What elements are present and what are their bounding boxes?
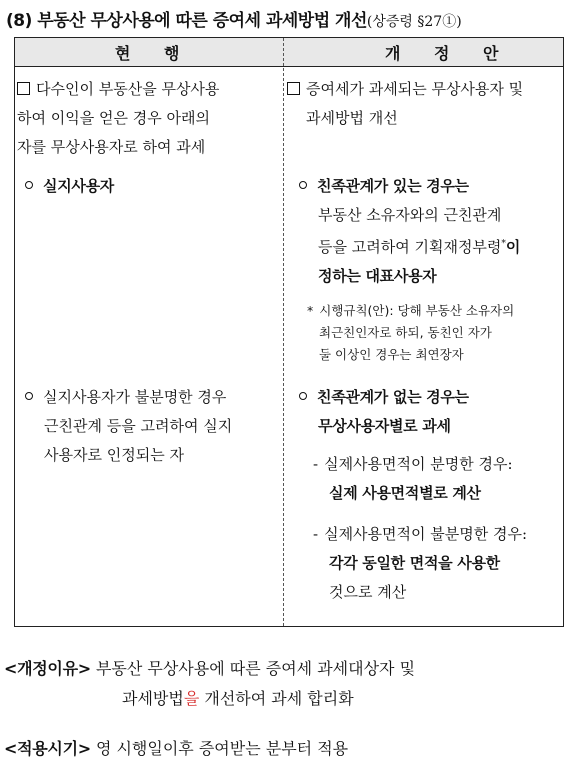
proposed-item-relatives: 친족관계가 있는 경우는 부동산 소유자와의 근친관계 등을 고려하여 기획재정부령*이 정하는 대표사용자 [299,172,561,291]
section-reference: (상증령 §27①) [366,14,462,30]
proposed-sub-unclear-area: - 실제사용면적이 불분명한 경우: 각각 동일한 면적을 사용한 것으로 계산 [313,525,528,601]
column-divider [283,38,284,626]
circle-bullet-icon [299,392,307,400]
proposed-item-non-relatives: 친족관계가 없는 경우는 무상사용자별로 과세 [299,383,561,441]
revision-reason [4,654,574,714]
circle-bullet-icon [299,181,307,189]
comparison-table [14,37,564,627]
reason-label: <개정이유> [4,659,91,678]
current-item-actual-user: 실지사용자 [25,172,114,201]
circle-bullet-icon [25,392,33,400]
current-item-intro: 다수인이 부동산을 무상사용 하여 이익을 얻은 경우 아래의 자를 무상사용자로 하여 과세 [17,80,220,156]
current-item-unclear: 실지사용자가 불분명한 경우 근친관계 등을 고려하여 실지 사용자로 인정되는 자 [25,383,280,470]
proposed-sub-clear-area: - 실제사용면적이 분명한 경우: 실제 사용면적별로 계산 [313,455,513,502]
timing-text: 영 시행일이후 증여받는 분부터 적용 [95,739,349,758]
square-bullet-icon [287,82,300,95]
reason-text-line1: 부동산 무상사용에 따른 증여세 과세대상자 및 [95,659,416,678]
reason-text-line2: 과세방법을 개선하여 과세 합리화 [122,689,354,708]
application-timing [4,734,574,764]
timing-label: <적용시기> [4,739,91,758]
section-title: (8) 부동산 무상사용에 따른 증여세 과세방법 개선(상증령 §27①) [6,11,462,31]
square-bullet-icon [17,82,30,95]
table-header [15,38,563,67]
proposed-footnote: * 시행규칙(안): 당해 부동산 소유자의 최근친인자로 하되, 동친인 자가 둘 이상인 경우는 최연장자 [307,303,515,362]
header-current: 현 행 [115,44,194,63]
circle-bullet-icon [25,181,33,189]
proposed-item-intro: 증여세가 과세되는 무상사용자 및 과세방법 개선 [287,75,562,133]
header-proposed: 개 정 안 [385,44,513,63]
